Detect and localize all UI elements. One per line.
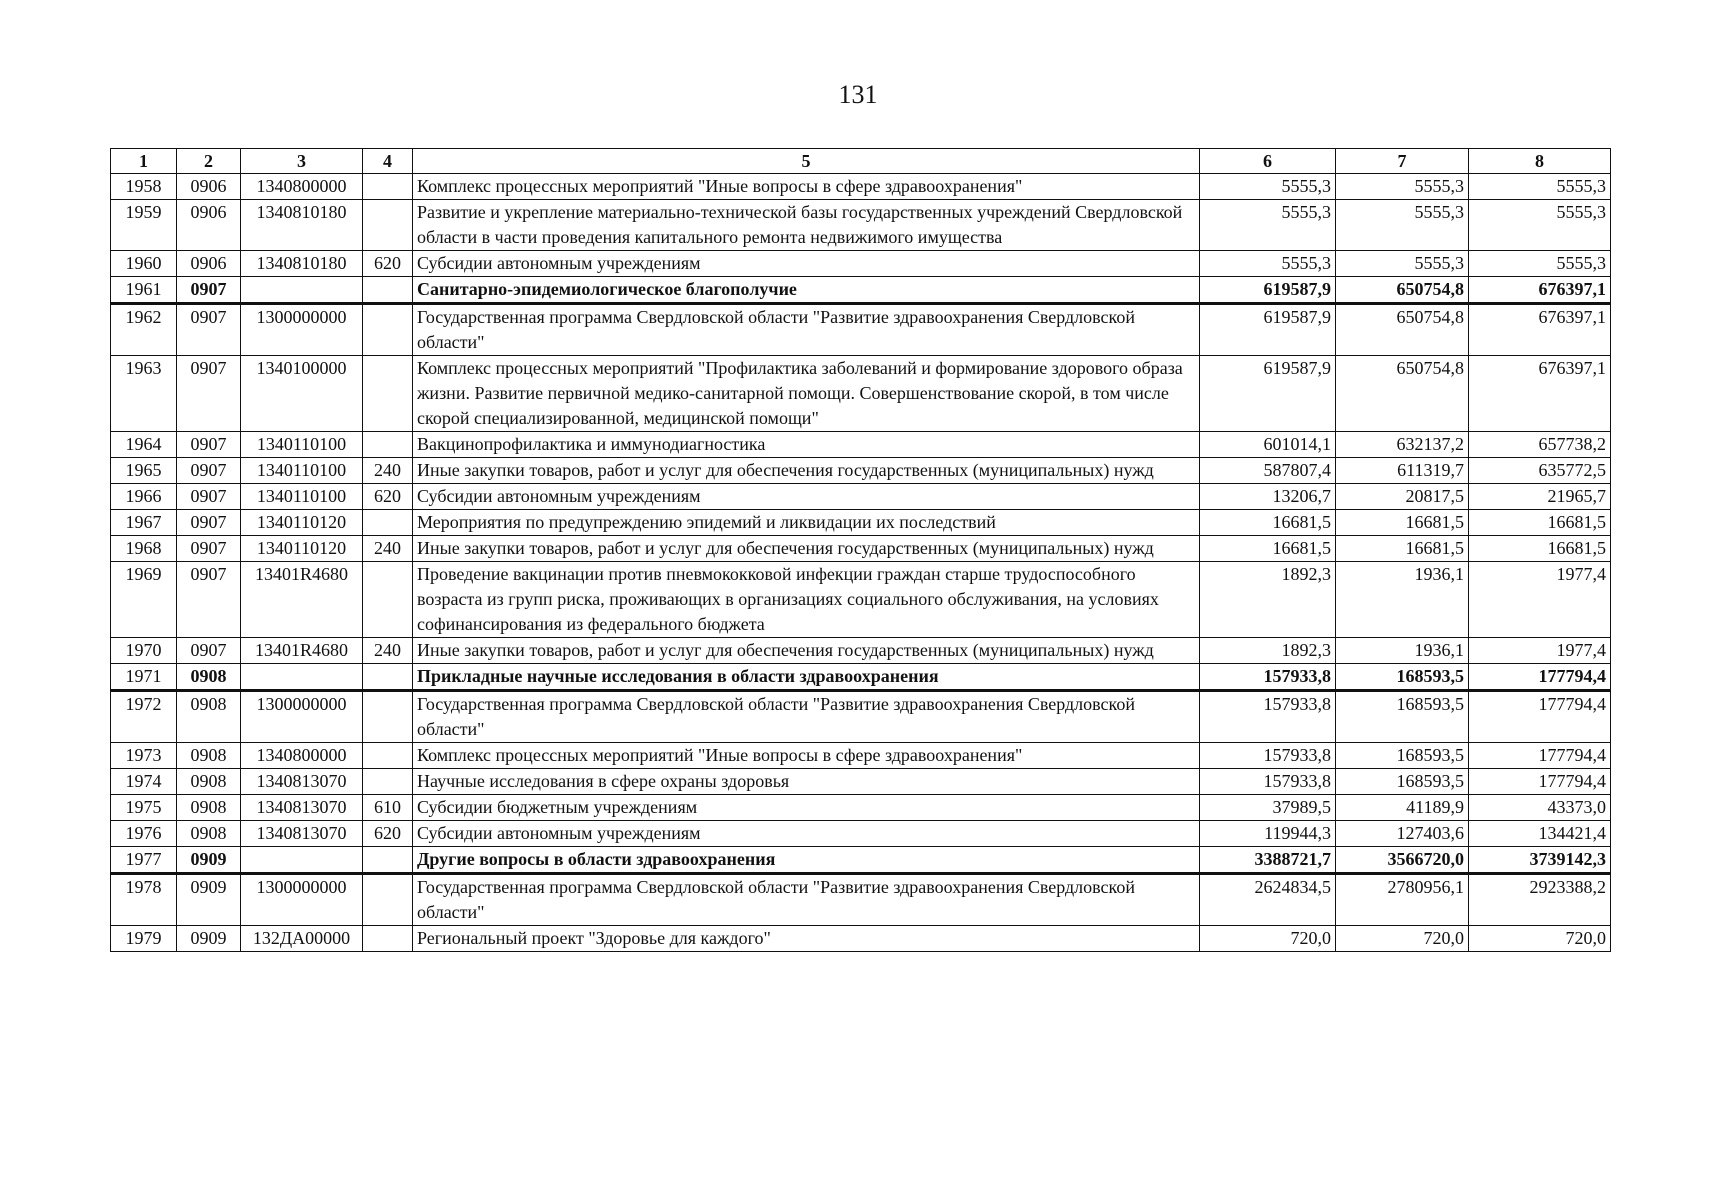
amount-cell: 650754,8 — [1336, 277, 1469, 304]
line-number-cell: 1966 — [111, 484, 177, 510]
amount-cell: 177794,4 — [1469, 664, 1611, 691]
target-code-cell: 132ДА00000 — [241, 926, 363, 952]
line-number-cell: 1961 — [111, 277, 177, 304]
amount-cell: 168593,5 — [1336, 743, 1469, 769]
section-code-cell: 0907 — [177, 510, 241, 536]
col-header: 5 — [413, 149, 1200, 174]
amount-cell: 2780956,1 — [1336, 874, 1469, 926]
item-name-cell: Другие вопросы в области здравоохранения — [413, 847, 1200, 874]
amount-cell: 601014,1 — [1200, 432, 1336, 458]
expense-type-cell — [363, 304, 413, 356]
item-name-cell: Субсидии бюджетным учреждениям — [413, 795, 1200, 821]
header-row — [111, 149, 1611, 174]
item-name-cell: Государственная программа Свердловской области "Развитие здравоохранения Свердловской области" — [413, 874, 1200, 926]
section-code-cell: 0908 — [177, 743, 241, 769]
table-row — [111, 356, 1611, 432]
amount-cell: 16681,5 — [1469, 510, 1611, 536]
amount-cell: 157933,8 — [1200, 743, 1336, 769]
col-header: 6 — [1200, 149, 1336, 174]
target-code-cell: 13401R4680 — [241, 638, 363, 664]
line-number-cell: 1971 — [111, 664, 177, 691]
amount-cell: 168593,5 — [1336, 769, 1469, 795]
section-code-cell: 0907 — [177, 562, 241, 638]
amount-cell: 1977,4 — [1469, 638, 1611, 664]
amount-cell: 2624834,5 — [1200, 874, 1336, 926]
item-name-cell: Мероприятия по предупреждению эпидемий и ликвидации их последствий — [413, 510, 1200, 536]
target-code-cell: 1340810180 — [241, 200, 363, 251]
section-code-cell: 0907 — [177, 304, 241, 356]
amount-cell: 2923388,2 — [1469, 874, 1611, 926]
amount-cell: 16681,5 — [1336, 510, 1469, 536]
expense-type-cell — [363, 743, 413, 769]
amount-cell: 5555,3 — [1469, 174, 1611, 200]
line-number-cell: 1973 — [111, 743, 177, 769]
table-row — [111, 277, 1611, 304]
section-code-cell: 0908 — [177, 664, 241, 691]
item-name-cell: Иные закупки товаров, работ и услуг для обеспечения государственных (муниципальных) нужд — [413, 458, 1200, 484]
expense-type-cell: 240 — [363, 458, 413, 484]
section-code-cell: 0907 — [177, 458, 241, 484]
amount-cell: 119944,3 — [1200, 821, 1336, 847]
amount-cell: 157933,8 — [1200, 664, 1336, 691]
amount-cell: 134421,4 — [1469, 821, 1611, 847]
line-number-cell: 1976 — [111, 821, 177, 847]
item-name-cell: Государственная программа Свердловской области "Развитие здравоохранения Свердловской области" — [413, 691, 1200, 743]
section-code-cell: 0908 — [177, 795, 241, 821]
line-number-cell: 1967 — [111, 510, 177, 536]
expense-type-cell: 620 — [363, 484, 413, 510]
amount-cell: 676397,1 — [1469, 277, 1611, 304]
amount-cell: 177794,4 — [1469, 769, 1611, 795]
line-number-cell: 1963 — [111, 356, 177, 432]
amount-cell: 1936,1 — [1336, 562, 1469, 638]
item-name-cell: Субсидии автономным учреждениям — [413, 251, 1200, 277]
table-row — [111, 691, 1611, 743]
amount-cell: 5555,3 — [1200, 251, 1336, 277]
amount-cell: 3739142,3 — [1469, 847, 1611, 874]
amount-cell: 611319,7 — [1336, 458, 1469, 484]
amount-cell: 650754,8 — [1336, 356, 1469, 432]
page-number: 131 — [838, 80, 878, 109]
amount-cell: 5555,3 — [1336, 174, 1469, 200]
target-code-cell: 1340813070 — [241, 821, 363, 847]
col-header: 3 — [241, 149, 363, 174]
section-code-cell: 0907 — [177, 638, 241, 664]
line-number-cell: 1970 — [111, 638, 177, 664]
amount-cell: 619587,9 — [1200, 304, 1336, 356]
table-row — [111, 510, 1611, 536]
target-code-cell: 1340110120 — [241, 536, 363, 562]
item-name-cell: Проведение вакцинации против пневмококковой инфекции граждан старше трудоспособного возраста из групп риска, проживающих в организациях социального обслуживания, на условиях софинансирования из федерального бюджета — [413, 562, 1200, 638]
target-code-cell: 1300000000 — [241, 874, 363, 926]
item-name-cell: Научные исследования в сфере охраны здоровья — [413, 769, 1200, 795]
amount-cell: 676397,1 — [1469, 304, 1611, 356]
target-code-cell: 1340813070 — [241, 769, 363, 795]
item-name-cell: Субсидии автономным учреждениям — [413, 484, 1200, 510]
target-code-cell: 1340810180 — [241, 251, 363, 277]
table-row — [111, 743, 1611, 769]
item-name-cell: Региональный проект "Здоровье для каждого" — [413, 926, 1200, 952]
item-name-cell: Государственная программа Свердловской области "Развитие здравоохранения Свердловской области" — [413, 304, 1200, 356]
target-code-cell: 1340110100 — [241, 484, 363, 510]
target-code-cell — [241, 277, 363, 304]
section-code-cell: 0907 — [177, 536, 241, 562]
section-code-cell: 0909 — [177, 926, 241, 952]
table-row — [111, 847, 1611, 874]
amount-cell: 157933,8 — [1200, 691, 1336, 743]
amount-cell: 1977,4 — [1469, 562, 1611, 638]
item-name-cell: Иные закупки товаров, работ и услуг для обеспечения государственных (муниципальных) нужд — [413, 638, 1200, 664]
expense-type-cell: 620 — [363, 821, 413, 847]
budget-table — [110, 148, 1611, 952]
item-name-cell: Субсидии автономным учреждениям — [413, 821, 1200, 847]
expense-type-cell: 240 — [363, 536, 413, 562]
amount-cell: 657738,2 — [1469, 432, 1611, 458]
line-number-cell: 1964 — [111, 432, 177, 458]
target-code-cell — [241, 847, 363, 874]
amount-cell: 5555,3 — [1336, 200, 1469, 251]
expense-type-cell: 240 — [363, 638, 413, 664]
table-row — [111, 874, 1611, 926]
amount-cell: 587807,4 — [1200, 458, 1336, 484]
table-row — [111, 926, 1611, 952]
expense-type-cell — [363, 926, 413, 952]
section-code-cell: 0906 — [177, 200, 241, 251]
col-header: 8 — [1469, 149, 1611, 174]
line-number-cell: 1975 — [111, 795, 177, 821]
line-number-cell: 1979 — [111, 926, 177, 952]
section-code-cell: 0909 — [177, 847, 241, 874]
amount-cell: 720,0 — [1469, 926, 1611, 952]
table-row — [111, 174, 1611, 200]
item-name-cell: Комплекс процессных мероприятий "Иные вопросы в сфере здравоохранения" — [413, 743, 1200, 769]
line-number-cell: 1959 — [111, 200, 177, 251]
amount-cell: 20817,5 — [1336, 484, 1469, 510]
section-code-cell: 0907 — [177, 484, 241, 510]
amount-cell: 3566720,0 — [1336, 847, 1469, 874]
target-code-cell: 13401R4680 — [241, 562, 363, 638]
amount-cell: 676397,1 — [1469, 356, 1611, 432]
section-code-cell: 0906 — [177, 174, 241, 200]
amount-cell: 168593,5 — [1336, 664, 1469, 691]
amount-cell: 168593,5 — [1336, 691, 1469, 743]
section-code-cell: 0907 — [177, 432, 241, 458]
item-name-cell: Развитие и укрепление материально-технической базы государственных учреждений Свердловской области в части проведения капитального ремонта недвижимого имущества — [413, 200, 1200, 251]
amount-cell: 632137,2 — [1336, 432, 1469, 458]
table-row — [111, 200, 1611, 251]
amount-cell: 157933,8 — [1200, 769, 1336, 795]
col-header: 7 — [1336, 149, 1469, 174]
amount-cell: 720,0 — [1200, 926, 1336, 952]
section-code-cell: 0909 — [177, 874, 241, 926]
expense-type-cell — [363, 174, 413, 200]
target-code-cell: 1340800000 — [241, 174, 363, 200]
table-row — [111, 638, 1611, 664]
amount-cell: 1936,1 — [1336, 638, 1469, 664]
expense-type-cell — [363, 847, 413, 874]
amount-cell: 5555,3 — [1200, 200, 1336, 251]
line-number-cell: 1965 — [111, 458, 177, 484]
expense-type-cell — [363, 200, 413, 251]
target-code-cell — [241, 664, 363, 691]
line-number-cell: 1977 — [111, 847, 177, 874]
section-code-cell: 0908 — [177, 769, 241, 795]
table-row — [111, 664, 1611, 691]
expense-type-cell — [363, 432, 413, 458]
table-row — [111, 458, 1611, 484]
table-row — [111, 795, 1611, 821]
expense-type-cell — [363, 356, 413, 432]
section-code-cell: 0908 — [177, 691, 241, 743]
item-name-cell: Комплекс процессных мероприятий "Профилактика заболеваний и формирование здорового образа жизни. Развитие первичной медико-санитарной помощи. Совершенствование скорой, в том числе скорой специализированной, медицинской помощи" — [413, 356, 1200, 432]
col-header: 1 — [111, 149, 177, 174]
amount-cell: 619587,9 — [1200, 277, 1336, 304]
target-code-cell: 1340100000 — [241, 356, 363, 432]
table-row — [111, 484, 1611, 510]
item-name-cell: Санитарно-эпидемиологическое благополучие — [413, 277, 1200, 304]
table-row — [111, 821, 1611, 847]
amount-cell: 13206,7 — [1200, 484, 1336, 510]
line-number-cell: 1960 — [111, 251, 177, 277]
amount-cell: 650754,8 — [1336, 304, 1469, 356]
amount-cell: 41189,9 — [1336, 795, 1469, 821]
amount-cell: 16681,5 — [1200, 510, 1336, 536]
line-number-cell: 1962 — [111, 304, 177, 356]
expense-type-cell — [363, 277, 413, 304]
amount-cell: 16681,5 — [1200, 536, 1336, 562]
col-header: 4 — [363, 149, 413, 174]
amount-cell: 5555,3 — [1200, 174, 1336, 200]
target-code-cell: 1300000000 — [241, 304, 363, 356]
amount-cell: 177794,4 — [1469, 743, 1611, 769]
table-row — [111, 251, 1611, 277]
expense-type-cell — [363, 664, 413, 691]
table-row — [111, 432, 1611, 458]
expense-type-cell — [363, 510, 413, 536]
amount-cell: 1892,3 — [1200, 562, 1336, 638]
table-row — [111, 562, 1611, 638]
amount-cell: 16681,5 — [1469, 536, 1611, 562]
amount-cell: 1892,3 — [1200, 638, 1336, 664]
amount-cell: 3388721,7 — [1200, 847, 1336, 874]
expense-type-cell: 610 — [363, 795, 413, 821]
line-number-cell: 1974 — [111, 769, 177, 795]
amount-cell: 5555,3 — [1469, 251, 1611, 277]
expense-type-cell — [363, 769, 413, 795]
target-code-cell: 1340110100 — [241, 458, 363, 484]
amount-cell: 177794,4 — [1469, 691, 1611, 743]
table-row — [111, 536, 1611, 562]
line-number-cell: 1968 — [111, 536, 177, 562]
amount-cell: 21965,7 — [1469, 484, 1611, 510]
amount-cell: 16681,5 — [1336, 536, 1469, 562]
section-code-cell: 0907 — [177, 277, 241, 304]
item-name-cell: Иные закупки товаров, работ и услуг для обеспечения государственных (муниципальных) нужд — [413, 536, 1200, 562]
target-code-cell: 1340110120 — [241, 510, 363, 536]
item-name-cell: Прикладные научные исследования в области здравоохранения — [413, 664, 1200, 691]
item-name-cell: Вакцинопрофилактика и иммунодиагностика — [413, 432, 1200, 458]
section-code-cell: 0907 — [177, 356, 241, 432]
expense-type-cell — [363, 691, 413, 743]
target-code-cell: 1300000000 — [241, 691, 363, 743]
expense-type-cell — [363, 874, 413, 926]
amount-cell: 43373,0 — [1469, 795, 1611, 821]
target-code-cell: 1340110100 — [241, 432, 363, 458]
amount-cell: 635772,5 — [1469, 458, 1611, 484]
table-body — [111, 174, 1611, 952]
amount-cell: 5555,3 — [1336, 251, 1469, 277]
expense-type-cell — [363, 562, 413, 638]
table-row — [111, 304, 1611, 356]
amount-cell: 5555,3 — [1469, 200, 1611, 251]
item-name-cell: Комплекс процессных мероприятий "Иные вопросы в сфере здравоохранения" — [413, 174, 1200, 200]
amount-cell: 37989,5 — [1200, 795, 1336, 821]
amount-cell: 619587,9 — [1200, 356, 1336, 432]
section-code-cell: 0908 — [177, 821, 241, 847]
amount-cell: 720,0 — [1336, 926, 1469, 952]
line-number-cell: 1978 — [111, 874, 177, 926]
line-number-cell: 1958 — [111, 174, 177, 200]
table-row — [111, 769, 1611, 795]
expense-type-cell: 620 — [363, 251, 413, 277]
line-number-cell: 1969 — [111, 562, 177, 638]
amount-cell: 127403,6 — [1336, 821, 1469, 847]
target-code-cell: 1340813070 — [241, 795, 363, 821]
target-code-cell: 1340800000 — [241, 743, 363, 769]
section-code-cell: 0906 — [177, 251, 241, 277]
col-header: 2 — [177, 149, 241, 174]
line-number-cell: 1972 — [111, 691, 177, 743]
